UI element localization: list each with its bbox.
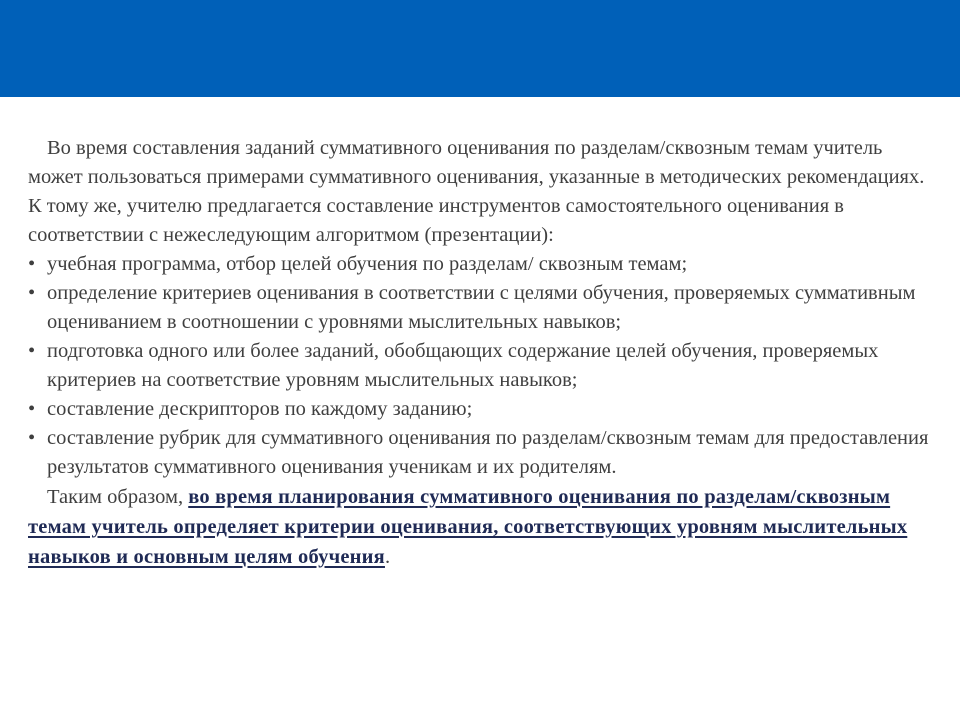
bullet-icon: • [28, 398, 36, 420]
list-item [28, 395, 933, 424]
bullet-icon: • [28, 282, 36, 304]
algorithm-list [28, 250, 933, 482]
bullet-icon: • [28, 340, 36, 362]
list-item-text: составление дескрипторов по каждому заданию; [47, 398, 473, 420]
slide-body [28, 134, 933, 572]
conclusion-emphasis: во время планирования суммативного оценивания по разделам/сквозным темам учитель определяет критерии оценивания, соответствующих уровням мыслительных навыков и основным целям обучения [28, 486, 908, 568]
list-item [28, 337, 933, 395]
list-item-text: определение критериев оценивания в соответствии с целями обучения, проверяемых суммативным оцениванием в соотношении с уровнями мыслительных навыков; [47, 282, 916, 333]
conclusion-lead: Таким образом, [47, 486, 189, 508]
list-item [28, 250, 933, 279]
bullet-icon: • [28, 253, 36, 275]
list-item [28, 279, 933, 337]
list-item-text: подготовка одного или более заданий, обобщающих содержание целей обучения, проверяемых критериев на соответствие уровням мыслительных навыков; [47, 340, 879, 391]
intro-paragraph: Во время составления заданий суммативного оценивания по разделам/сквозным темам учитель может пользоваться примерами суммативного оценивания, указанные в методических рекомендациях. К тому же, учителю предлагается составление инструментов самостоятельного оценивания в соответствии с нежеследующим алгоритмом (презентации): [28, 137, 925, 246]
bullet-icon: • [28, 427, 36, 449]
list-item-text: составление рубрик для суммативного оценивания по разделам/сквозным темам для предоставления результатов суммативного оценивания ученикам и их родителям. [47, 427, 929, 478]
list-item [28, 424, 933, 482]
conclusion-end: . [384, 546, 391, 568]
list-item-text: учебная программа, отбор целей обучения по разделам/ сквозным темам; [47, 253, 688, 275]
header-band [0, 0, 960, 97]
conclusion-paragraph [28, 482, 933, 572]
